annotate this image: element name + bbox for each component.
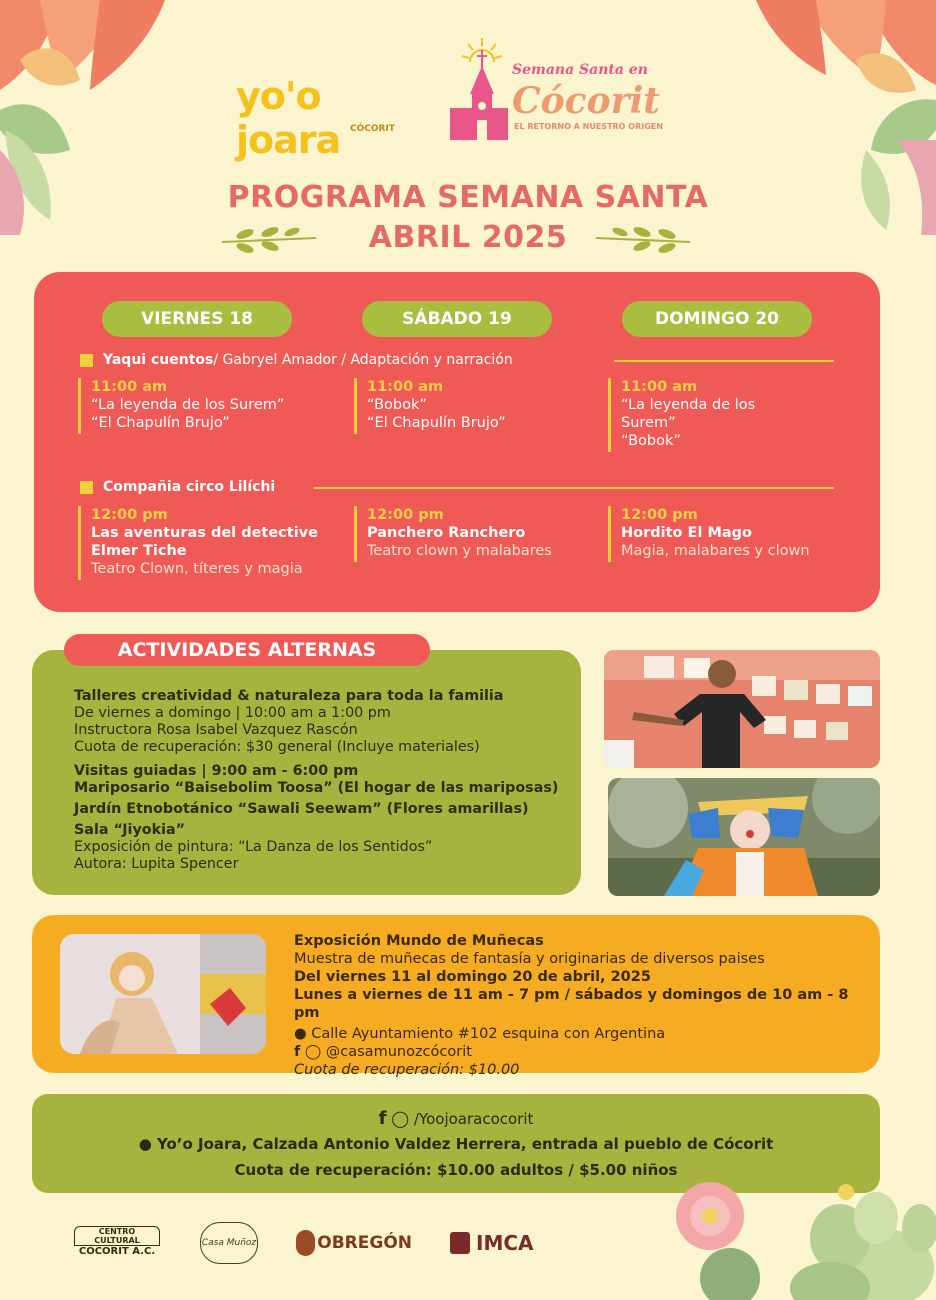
centro-cultural-logo <box>74 1226 160 1257</box>
section-yaqui-title: Yaqui cuentos <box>103 352 214 368</box>
show-title: Panchero Ranchero <box>367 525 526 541</box>
dolls-title: Exposición Mundo de Muñecas <box>294 933 544 949</box>
show-title: Hordito El Mago <box>621 525 753 541</box>
section-circo-title: Compañia circo Lilíchi <box>103 479 276 495</box>
dolls-address: Calle Ayuntamiento #102 esquina con Argentina <box>311 1026 666 1042</box>
centro-cultural-line2: CÓCORIT A.C. <box>78 1246 156 1257</box>
dolls-social-handle: @casamunozcócorit <box>325 1044 472 1060</box>
obregon-circle-icon <box>296 1230 315 1256</box>
story-title: Surem” <box>621 415 676 431</box>
page-subtitle: ABRIL 2025 <box>368 220 568 255</box>
time-label: 12:00 pm <box>621 507 698 523</box>
story-title: “El Chapulín Brujo” <box>91 415 230 431</box>
semana-santa-logo-tagline: EL RETORNO A NUESTRO ORIGEN <box>514 122 663 131</box>
leaf-branch-left-icon <box>220 224 320 254</box>
workshop-title: Talleres creatividad & naturaleza para toda la familia <box>74 688 504 704</box>
show-description: Teatro clown y malabares <box>367 543 552 559</box>
guided-tour-item: Mariposario “Baisebolim Toosa” (El hogar de las mariposas) <box>74 780 559 796</box>
imca-logo-text: IMCA <box>476 1231 534 1255</box>
clown-photo <box>608 778 880 896</box>
show-description: Magia, malabares y clown <box>621 543 810 559</box>
location-pin-icon: ● <box>294 1026 307 1042</box>
dolls-fee: Cuota de recuperación: $10.00 <box>294 1062 520 1078</box>
location-pin-icon: ● <box>138 1135 152 1153</box>
yoojoara-logo-subtext: CÓCORIT <box>350 124 395 134</box>
show-description: Teatro Clown, títeres y magia <box>91 561 303 577</box>
story-title: “La leyenda de los <box>621 397 756 413</box>
bullet-square-icon <box>80 354 93 367</box>
dolls-address-row <box>294 1025 874 1043</box>
guided-tour-item: Jardín Etnobotánico “Sawali Seewam” (Flores amarillas) <box>74 801 529 817</box>
day-pill-sabado: SÁBADO 19 <box>362 301 552 337</box>
sala-title: Sala “Jiyokia” <box>74 822 186 838</box>
section-yaqui-subtitle: / Gabryel Amador / Adaptación y narración <box>213 352 513 368</box>
day-pill-domingo: DOMINGO 20 <box>622 301 812 337</box>
workshop-fee: Cuota de recuperación: $30 general (Incluye materiales) <box>74 739 480 755</box>
cactus-decoration <box>640 1178 936 1300</box>
footer-fee: Cuota de recuperación: $10.00 adultos / $5.00 niños <box>234 1161 678 1179</box>
dolls-hours: Lunes a viernes de 11 am - 7 pm / sábados y domingos de 10 am - 8 pm <box>294 987 849 1021</box>
workshop-instructor: Instructora Rosa Isabel Vazquez Rascón <box>74 722 358 738</box>
story-title: “Bobok” <box>621 433 681 449</box>
circo-col-domingo <box>608 506 810 562</box>
circo-col-viernes <box>78 506 318 580</box>
facebook-icon: f <box>378 1108 387 1129</box>
obregon-logo <box>296 1228 412 1258</box>
footer-social-handle: /Yoojoaracocorit <box>413 1110 534 1128</box>
casa-munoz-logo: Casa Muñoz <box>200 1222 258 1264</box>
footer-address: Yo’o Joara, Calzada Antonio Valdez Herrera, entrada al pueblo de Cócorit <box>157 1135 774 1153</box>
semana-santa-logo-line1: Semana Santa en <box>512 62 648 78</box>
dolls-dates: Del viernes 11 al domingo 20 de abril, 2025 <box>294 969 651 985</box>
imca-emblem-icon <box>450 1232 470 1254</box>
alternate-activities-title: ACTIVIDADES ALTERNAS <box>64 634 430 666</box>
alternate-activities-panel <box>32 650 581 895</box>
footer-address-row <box>32 1135 880 1153</box>
instagram-icon: ◯ <box>304 1044 322 1060</box>
story-title: “El Chapulín Brujo” <box>367 415 506 431</box>
semana-santa-logo-line2: Cócorit <box>512 80 660 122</box>
story-title: “Bobok” <box>367 397 427 413</box>
obregon-logo-text: OBREGÓN <box>317 1233 412 1253</box>
time-label: 11:00 am <box>367 379 444 395</box>
storyteller-photo <box>604 650 880 768</box>
story-title: “La leyenda de los Surem” <box>91 397 285 413</box>
church-icon <box>446 36 510 146</box>
show-title: Elmer Tiche <box>91 543 187 559</box>
page-title: PROGRAMA SEMANA SANTA <box>227 180 709 215</box>
instagram-icon: ◯ <box>391 1109 410 1128</box>
bullet-square-icon <box>80 481 93 494</box>
dolls-photo <box>60 934 266 1054</box>
facebook-icon: f <box>294 1044 301 1060</box>
time-label: 12:00 pm <box>367 507 444 523</box>
time-label: 11:00 am <box>621 379 698 395</box>
day-pill-viernes: VIERNES 18 <box>102 301 292 337</box>
section-circo-lilichi <box>80 479 275 495</box>
dolls-exhibition-text <box>294 932 874 1079</box>
workshop-schedule: De viernes a domingo | 10:00 am a 1:00 pm <box>74 705 391 721</box>
yaqui-col-sabado <box>354 378 506 434</box>
guided-tours-title: Visitas guiadas | 9:00 am - 6:00 pm <box>74 763 359 779</box>
yaqui-col-domingo <box>608 378 755 452</box>
dolls-social-row <box>294 1043 874 1061</box>
time-label: 12:00 pm <box>91 507 168 523</box>
yaqui-col-viernes <box>78 378 284 434</box>
imca-logo <box>450 1228 560 1258</box>
exhibition-author: Autora: Lupita Spencer <box>74 856 239 872</box>
divider-line <box>614 360 834 362</box>
show-title: Las aventuras del detective <box>91 525 318 541</box>
semana-santa-logo <box>446 36 686 148</box>
yoojoara-logo-text: yo'o joara <box>236 74 341 162</box>
program-panel <box>34 272 880 612</box>
dolls-description: Muestra de muñecas de fantasía y originarias de diversos paises <box>294 951 765 967</box>
centro-cultural-line1: CENTRO CULTURAL <box>74 1226 160 1246</box>
exhibition-name: Exposición de pintura: “La Danza de los Sentidos” <box>74 839 433 855</box>
yoojoara-logo <box>232 70 414 160</box>
leaf-branch-right-icon <box>592 224 692 254</box>
divider-line <box>314 487 834 489</box>
alternate-activities-text <box>74 688 574 873</box>
footer-social-row <box>32 1108 880 1129</box>
section-yaqui-cuentos <box>80 352 513 368</box>
time-label: 11:00 am <box>91 379 168 395</box>
circo-col-sabado <box>354 506 552 562</box>
dolls-exhibition-panel <box>32 915 880 1078</box>
